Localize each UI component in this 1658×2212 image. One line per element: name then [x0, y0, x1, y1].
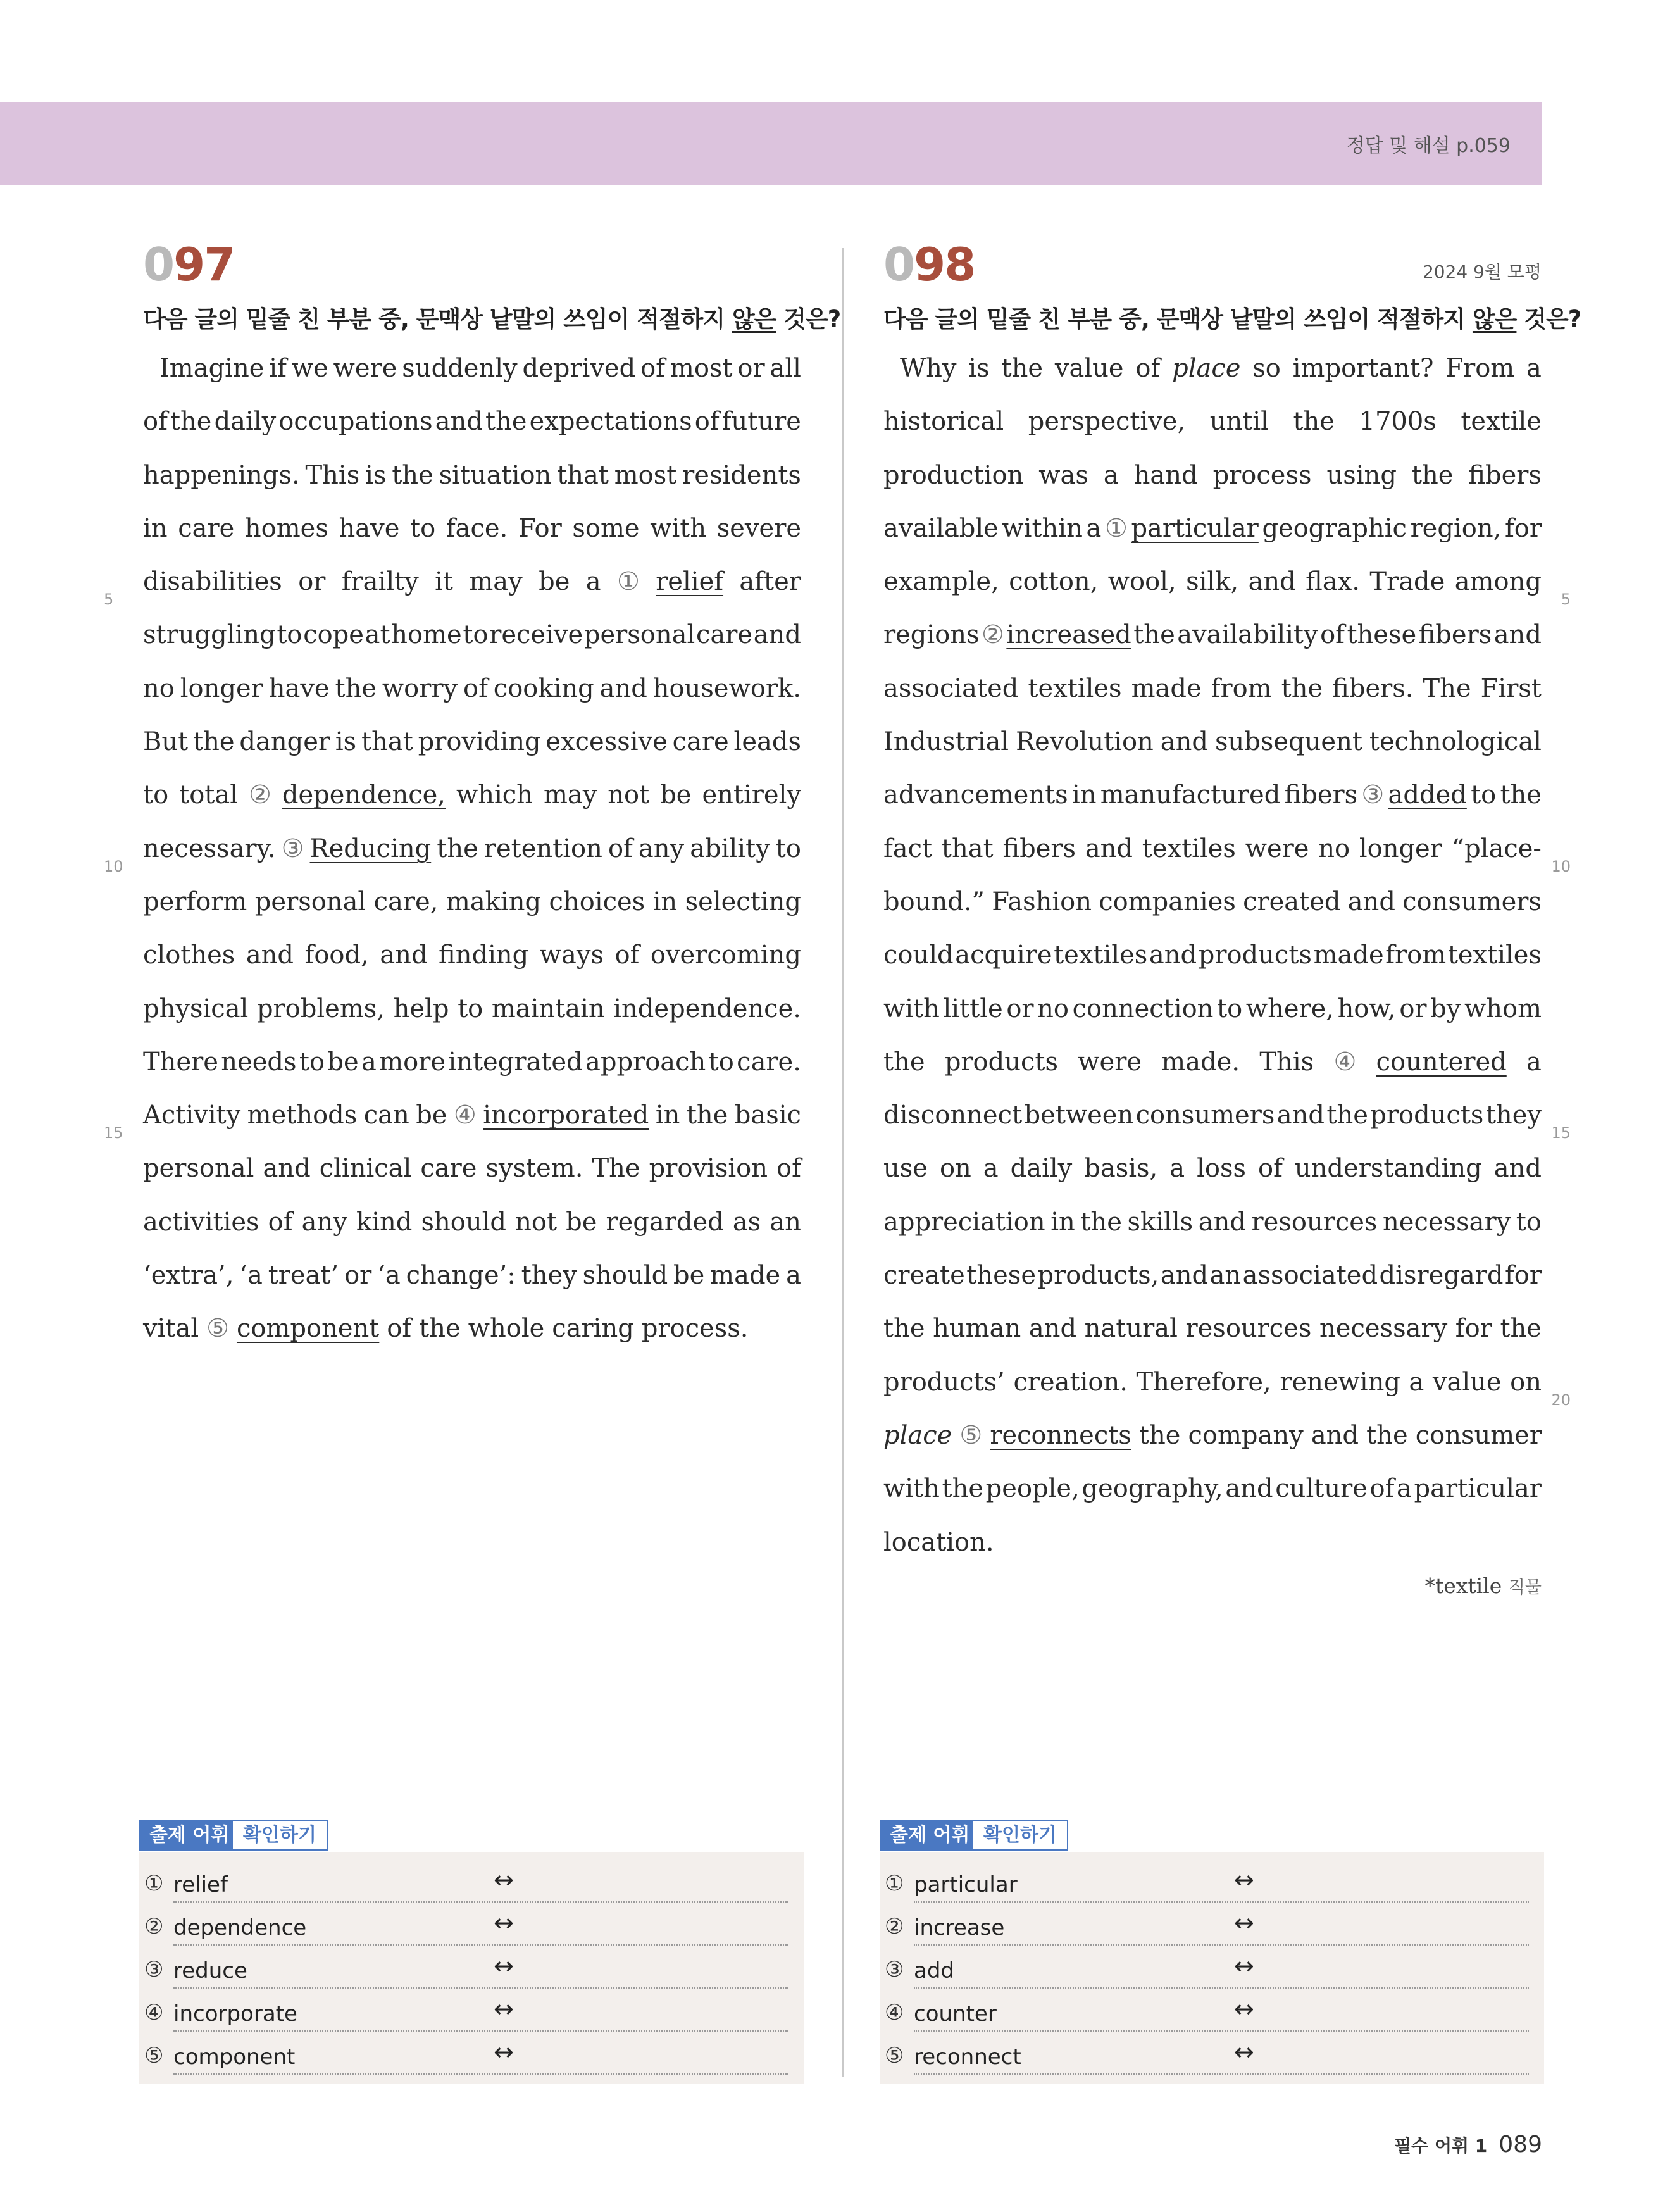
answer-reference: 정답 및 해설 p.059: [1346, 135, 1511, 157]
passage-line: physical problems, help to maintain independence.: [143, 994, 801, 1023]
antonym-arrow-icon: ↔: [1234, 1909, 1254, 1937]
line-number: 15: [1551, 1124, 1571, 1142]
passage-line: with the people, geography, and culture of a particular: [883, 1474, 1542, 1504]
passage-line: Why is the value of place so important? From a: [900, 354, 1542, 383]
footer-label: 필수 어휘 1: [1394, 2135, 1488, 2156]
vocab-word: increase: [914, 1915, 1005, 1940]
question-number: 098 2024 9월 모평: [883, 238, 1542, 291]
vocab-number: ③: [885, 1957, 904, 1982]
vocab-word: component: [173, 2044, 296, 2070]
vocab-number: ④: [885, 2000, 904, 2025]
page-footer: [1394, 2132, 1542, 2158]
passage-line: perform personal care, making choices in selecting: [143, 887, 801, 916]
passage-line: necessary. ③ Reducing the retention of any ability to 10: [143, 822, 801, 875]
passage-line: associated textiles made from the fibers. The First: [883, 673, 1542, 703]
passage-line: historical perspective, until the 1700s textile: [883, 407, 1542, 437]
passage-line: happenings. This is the situation that most residents: [143, 460, 801, 490]
vocab-check-box: [880, 1820, 1544, 2084]
passage-line: of the daily occupations and the expectations of future: [143, 407, 801, 437]
antonym-arrow-icon: ↔: [494, 1909, 514, 1937]
passage-line: no longer have the worry of cooking and housework.: [143, 673, 801, 703]
passage-line: bound.” Fashion companies created and consumers: [883, 887, 1542, 916]
line-number: 10: [104, 857, 123, 875]
vocab-number: ④: [144, 2000, 164, 2025]
vocab-list: [139, 1852, 804, 2084]
antonym-arrow-icon: ↔: [494, 1952, 514, 1980]
question-098: [883, 238, 1581, 1598]
passage-line: disconnect between consumers and the products they 15: [883, 1089, 1542, 1142]
vocab-word: reconnect: [914, 2044, 1021, 2070]
antonym-arrow-icon: ↔: [494, 1866, 514, 1894]
passage-line: activities of any kind should not be regarded as an: [143, 1207, 801, 1237]
question-number: 097: [143, 238, 235, 291]
vocab-word: incorporate: [173, 2001, 297, 2027]
column-divider: [842, 248, 844, 2077]
vocab-number: ⑤: [885, 2043, 904, 2068]
vocab-header: 출제 어휘 확인하기: [139, 1820, 804, 1852]
passage-line: place ⑤ reconnects the company and the consumer: [883, 1420, 1542, 1450]
vocab-number: ②: [885, 1914, 904, 1939]
passage-line: struggling to cope at home to receive personal care and: [143, 620, 801, 650]
footnote: *textile 직물: [1424, 1573, 1542, 1598]
vocab-row: [144, 1989, 788, 2032]
passage-line: the products were made. This ④ countered a: [883, 1047, 1542, 1077]
exam-source: 2024 9월 모평: [1422, 261, 1542, 282]
line-number: 15: [104, 1124, 123, 1142]
passage-line: vital ⑤ component of the whole caring process.: [143, 1314, 749, 1344]
page-number: 089: [1499, 2132, 1542, 2158]
passage-line: in care homes have to face. For some with severe: [143, 513, 801, 543]
passage-line: the human and natural resources necessary for the: [883, 1314, 1542, 1344]
header-band: [0, 102, 1542, 185]
antonym-arrow-icon: ↔: [494, 2038, 514, 2066]
antonym-arrow-icon: ↔: [1234, 1866, 1254, 1894]
vocab-row: [885, 2032, 1529, 2075]
passage-line: clothes and food, and finding ways of overcoming: [143, 940, 801, 970]
passage-line: appreciation in the skills and resources necessary to: [883, 1207, 1542, 1237]
passage-line: There needs to be a more integrated approach to care.: [143, 1047, 801, 1077]
vocab-number: ①: [885, 1871, 904, 1896]
passage-line: But the danger is that providing excessive care leads: [143, 727, 801, 757]
vocab-number: ②: [144, 1914, 164, 1939]
question-097: [104, 238, 841, 1356]
passage-line: Activity methods can be ④ incorporated in the basic 15: [143, 1089, 801, 1142]
passage-line: create these products, and an associated disregard for: [883, 1261, 1542, 1290]
passage-line: ‘extra’, ‘a treat’ or ‘a change’: they should be made a: [143, 1261, 801, 1290]
passage-text: [104, 342, 801, 1356]
passage-line: to total ② dependence, which may not be entirely: [143, 780, 801, 810]
line-number: 20: [1551, 1390, 1571, 1409]
passage-line: Imagine if we were suddenly deprived of most or all: [159, 354, 801, 383]
vocab-row: [885, 1989, 1529, 2032]
passage-line: products’ creation. Therefore, renewing a value on 20: [883, 1356, 1542, 1409]
line-number: 5: [1561, 590, 1571, 609]
vocab-row: [144, 2032, 788, 2075]
vocab-row: [144, 1859, 788, 1903]
passage-line: regions ② increased the availability of these fibers and: [883, 620, 1542, 650]
vocab-number: ⑤: [144, 2043, 164, 2068]
vocab-row: [144, 1903, 788, 1946]
passage-line: example, cotton, wool, silk, and flax. Trade among 5: [883, 555, 1542, 608]
passage-line: fact that fibers and textiles were no longer “place- 10: [883, 822, 1542, 875]
question-instruction: 다음 글의 밑줄 친 부분 중, 문맥상 낱말의 쓰임이 적절하지 않은 것은?: [143, 306, 841, 333]
antonym-arrow-icon: ↔: [1234, 1995, 1254, 2023]
antonym-arrow-icon: ↔: [1234, 2038, 1254, 2066]
passage-line: Industrial Revolution and subsequent technological: [883, 727, 1542, 757]
vocab-list: [880, 1852, 1544, 2084]
vocab-word: dependence: [173, 1915, 307, 1940]
vocab-row: [885, 1903, 1529, 1946]
vocab-row: [885, 1946, 1529, 1989]
question-instruction: 다음 글의 밑줄 친 부분 중, 문맥상 낱말의 쓰임이 적절하지 않은 것은?: [883, 306, 1581, 333]
passage-line: use on a daily basis, a loss of understanding and: [883, 1154, 1542, 1184]
line-number: 5: [104, 590, 114, 609]
passage-text: [883, 342, 1571, 1569]
vocab-number: ③: [144, 1957, 164, 1982]
antonym-arrow-icon: ↔: [1234, 1952, 1254, 1980]
vocab-row: [144, 1946, 788, 1989]
passage-line: with little or no connection to where, how, or by whom: [883, 994, 1542, 1023]
vocab-word: particular: [914, 1872, 1018, 1897]
passage-line: advancements in manufactured fibers ③ added to the: [883, 780, 1542, 810]
passage-line: personal and clinical care system. The provision of: [143, 1154, 801, 1184]
passage-line: production was a hand process using the fibers: [883, 460, 1542, 490]
passage-line: could acquire textiles and products made from textiles: [883, 940, 1542, 970]
antonym-arrow-icon: ↔: [494, 1995, 514, 2023]
passage-line: disabilities or frailty it may be a ① relief after 5: [143, 555, 801, 608]
vocab-word: relief: [173, 1872, 228, 1897]
vocab-word: reduce: [173, 1958, 247, 1984]
vocab-word: counter: [914, 2001, 997, 2027]
vocab-number: ①: [144, 1871, 164, 1896]
passage-line: available within a ① particular geographic region, for: [883, 513, 1542, 543]
vocab-header: 출제 어휘 확인하기: [880, 1820, 1544, 1852]
vocab-check-box: [139, 1820, 804, 2084]
vocab-row: [885, 1859, 1529, 1903]
passage-line: location.: [883, 1527, 994, 1557]
vocab-word: add: [914, 1958, 954, 1984]
line-number: 10: [1551, 857, 1571, 875]
